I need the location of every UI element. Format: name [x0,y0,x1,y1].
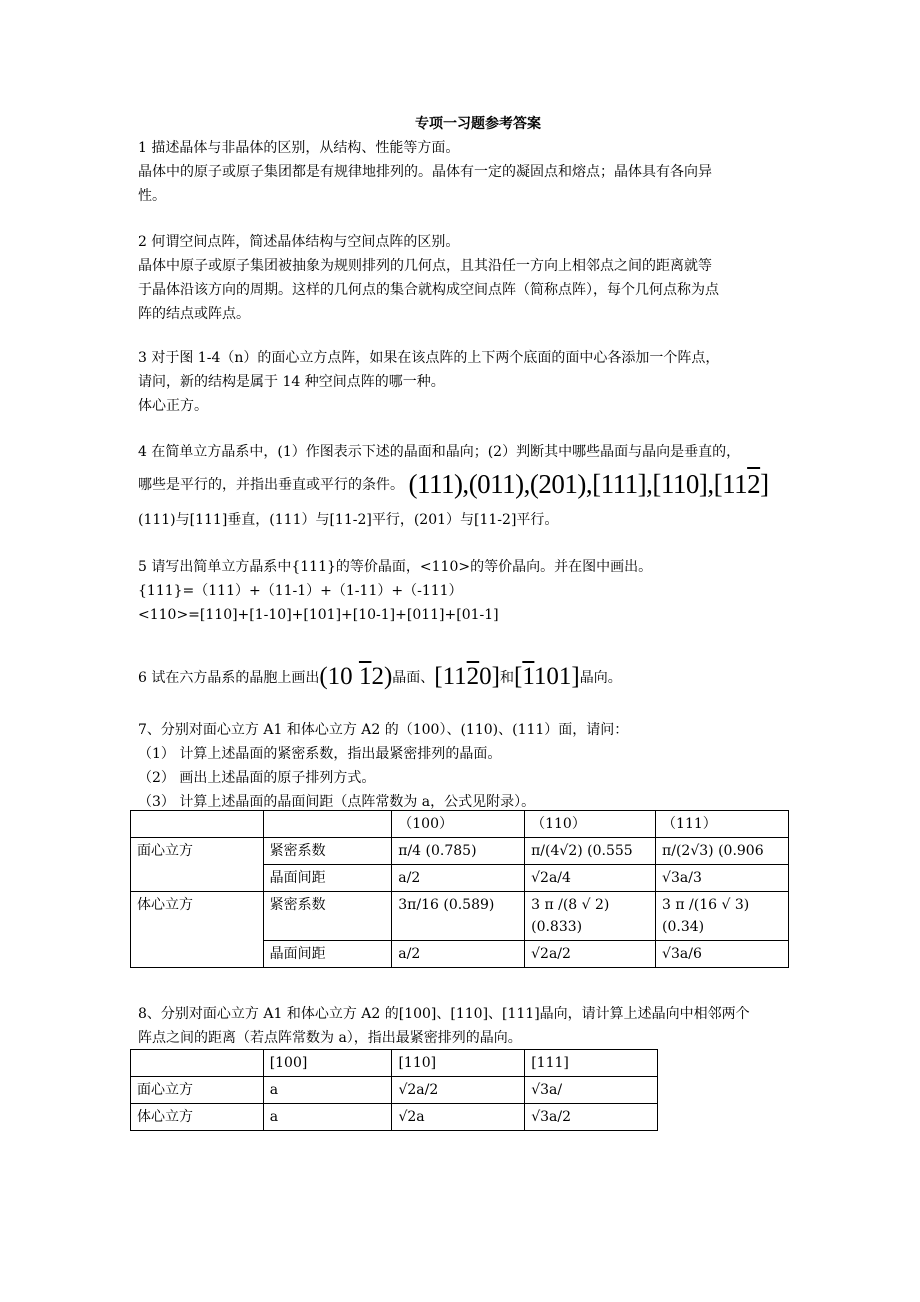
table-cell: √2a/2 [392,1077,525,1104]
q7-sub-3: （3） 计算上述晶面的晶面间距（点阵常数为 a，公式见附录）。 [138,794,536,810]
question-4 [138,440,818,532]
q6-suffix: 晶向。 [579,670,622,686]
q4-question-line-2 [138,464,818,504]
q7-question: 7、分别对面心立方 A1 和体心立方 A2 的（100）、(110)、(111）面，请问： [138,722,629,738]
plane-10-12: (10 12) [319,663,393,690]
spacing-label: 晶面间距 [263,865,392,892]
q5-answer-line-2: <110>=[110]+[1-10]+[101]+[10-1]+[011]+[01-1] [138,607,499,623]
question-3 [138,346,818,418]
table-cell: a [263,1104,392,1131]
spacing-label: 晶面间距 [263,941,392,968]
table-header-cell [263,811,392,838]
table-header-cell: （111） [656,811,789,838]
q5-question: 5 请写出简单立方晶系中{111}的等价晶面，<110>的等价晶向。并在图中画出。 [138,559,653,575]
direction-110: [110], [652,469,714,499]
table-cell: a/2 [392,865,525,892]
question-1 [138,136,818,208]
plane-201: (201), [529,469,593,499]
q6-mid-2: 和 [500,670,514,686]
q3-question-line-2: 请问，新的结构是属于 14 种空间点阵的哪一种。 [138,374,445,390]
q1-question: 1 描述晶体与非晶体的区别，从结构、性能等方面。 [138,140,460,156]
table-header-cell [131,1050,264,1077]
table-cell: 3π/16 (0.589) [392,892,525,941]
q1-answer-line-2: 性。 [138,188,166,204]
table-cell: √2a [392,1104,525,1131]
table-row [131,811,789,838]
table-cell: √3a/6 [656,941,789,968]
q2-answer-line-2: 于晶体沿该方向的周期。这样的几何点的集合就构成空间点阵（简称点阵），每个几何点称为点 [138,282,719,298]
table-row [131,1050,658,1077]
page-title: 专项一习题参考答案 [415,116,541,132]
table-row [131,838,789,865]
table-cell: a/2 [392,941,525,968]
table-cell: a [263,1077,392,1104]
q6-mid-1: 晶面、 [392,670,435,686]
q3-question-line-1: 3 对于图 1-4（n）的面心立方点阵，如果在该点阵的上下两个底面的面中心各添加一个阵点， [138,350,720,366]
q2-answer-line-3: 阵的结点或阵点。 [138,306,250,322]
question-7 [138,718,818,814]
q7-sub-1: （1） 计算上述晶面的紧密系数，指出最紧密排列的晶面。 [138,746,502,762]
bcc-label: 体心立方 [131,892,264,968]
table-cell: √3a/2 [525,1104,658,1131]
table-cell: √3a/ [525,1077,658,1104]
q4-question-text: 哪些是平行的，并指出垂直或平行的条件。 [138,477,404,493]
table-header-cell: [100] [263,1050,392,1077]
table-header-cell: [110] [392,1050,525,1077]
table-cell: 3 π /(16 √ 3) (0.34) [656,892,789,941]
table-header-cell [131,811,264,838]
table-header-cell: （100） [392,811,525,838]
table-header-cell: （110） [525,811,656,838]
distance-table [130,1049,658,1131]
q1-answer-line-1: 晶体中的原子或原子集团都是有规律地排列的。晶体有一定的凝固点和熔点；晶体具有各向异 [138,164,712,180]
direction-111: [111], [592,469,653,499]
table-cell: 3 π /(8 √ 2) (0.833) [525,892,656,941]
table-cell: π/(4√2) (0.555 [525,838,656,865]
table-row [131,1077,658,1104]
table-cell: √2a/2 [525,941,656,968]
packing-table [130,810,789,968]
plane-111: (111), [408,469,469,499]
table-cell: π/4 (0.785) [392,838,525,865]
q5-answer-line-1: {111}=（111）+（11-1）+（1-11）+（-111） [138,583,463,599]
q6-prefix: 6 试在六方晶系的晶胞上画出 [138,670,320,686]
question-8 [138,1002,818,1050]
table-cell: π/(2√3) (0.906 [656,838,789,865]
packing-label: 紧密系数 [263,838,392,865]
q3-answer: 体心正方。 [138,398,208,414]
table-row [131,1104,658,1131]
table-row [131,892,789,941]
question-6 [138,655,818,699]
question-2 [138,230,818,326]
table-cell: √2a/4 [525,865,656,892]
q8-question-line-1: 8、分别对面心立方 A1 和体心立方 A2 的[100]、[110]、[111]晶向，请计算上述晶向中相邻两个 [138,1006,750,1022]
plane-011: (011), [468,469,530,499]
direction-11-2: [112] [713,469,769,499]
q4-question-line-1: 4 在简单立方晶系中，(1）作图表示下述的晶面和晶向；(2）判断其中哪些晶面与晶向是垂直的， [138,444,741,460]
q7-sub-2: （2） 画出上述晶面的原子排列方式。 [138,770,376,786]
q8-question-line-2: 阵点之间的距离（若点阵常数为 a），指出最紧密排列的晶向。 [138,1030,522,1046]
direction-11-20: [1120] [434,663,500,690]
q6-line [138,655,818,699]
table-cell: √3a/3 [656,865,789,892]
q2-question: 2 何谓空间点阵，简述晶体结构与空间点阵的区别。 [138,234,460,250]
fcc-label: 面心立方 [131,838,264,892]
question-5 [138,555,818,627]
table-cell: 体心立方 [131,1104,264,1131]
packing-label: 紧密系数 [263,892,392,941]
q2-answer-line-1: 晶体中原子或原子集团被抽象为规则排列的几何点，且其沿任一方向上相邻点之间的距离就等 [138,258,712,274]
table-header-cell: [111] [525,1050,658,1077]
table-cell: 面心立方 [131,1077,264,1104]
direction-1101: [1101] [514,663,580,690]
q4-answer: (111)与[111]垂直，(111）与[11-2]平行，(201）与[11-2]平行。 [138,512,559,528]
